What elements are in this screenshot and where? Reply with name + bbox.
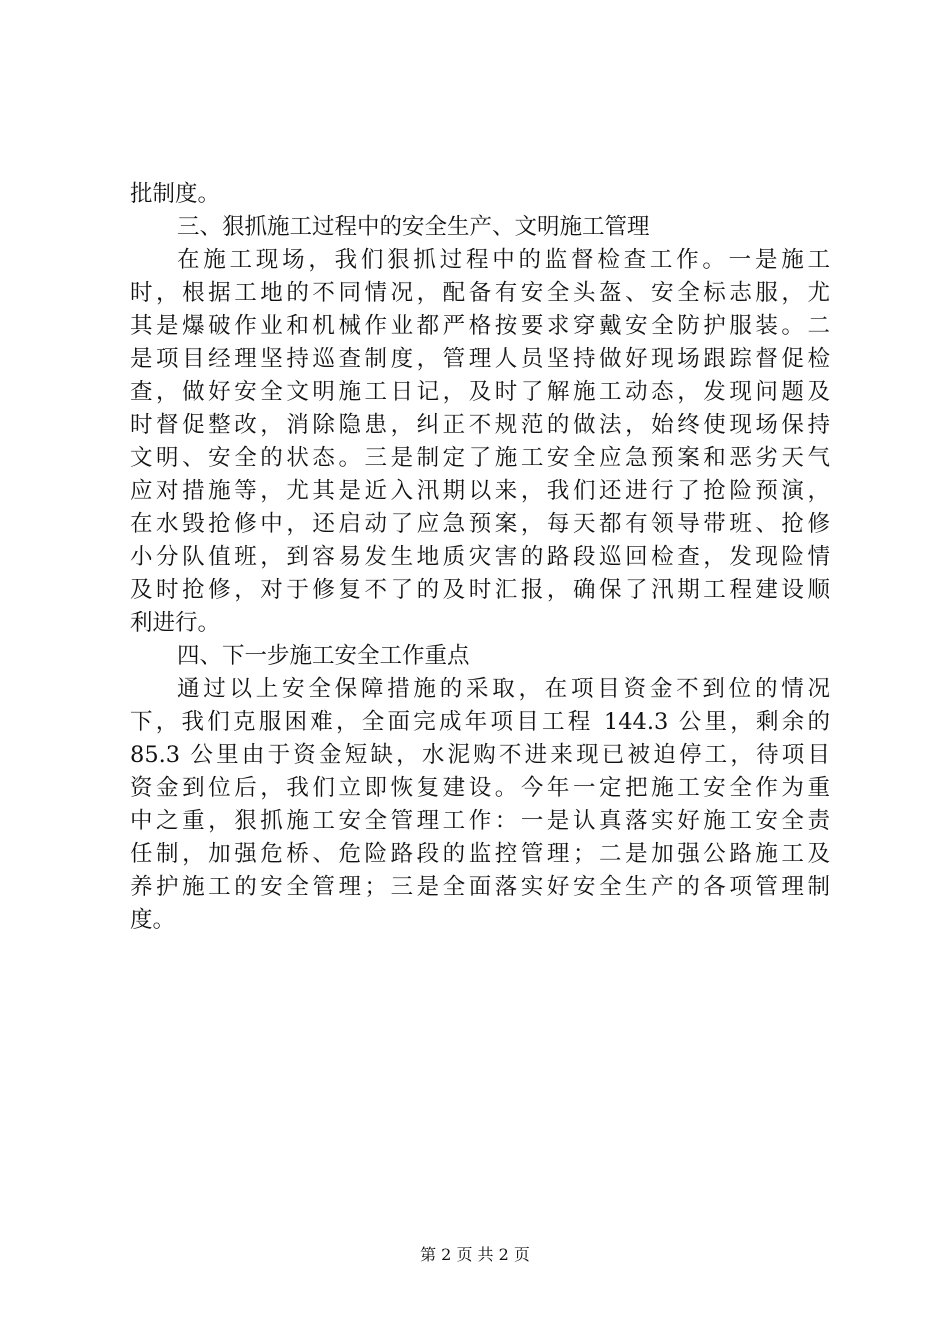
paragraph-line: 度。: [130, 907, 176, 933]
paragraph-line: 任制，加强危桥、危险路段的监控管理；二是加强公路施工及: [130, 841, 830, 867]
paragraph-line: 养护施工的安全管理；三是全面落实好安全生产的各项管理制: [130, 874, 830, 900]
paragraph-line: 应对措施等，尤其是近入汛期以来，我们还进行了抢险预演，: [130, 478, 830, 504]
paragraph-line: 小分队值班，到容易发生地质灾害的路段巡回检查，发现险情: [130, 544, 830, 570]
paragraph-line: 批制度。: [130, 181, 221, 207]
paragraph-line: 下，我们克服困难，全面完成年项目工程 144.3 公里，剩余的: [130, 709, 830, 735]
section-heading-4: 四、下一步施工安全工作重点: [177, 643, 470, 669]
paragraph-line: 及时抢修，对于修复不了的及时汇报，确保了汛期工程建设顺: [130, 577, 830, 603]
paragraph-line: 时督促整改，消除隐患，纠正不规范的做法，始终使现场保持: [130, 412, 830, 438]
paragraph-line: 资金到位后，我们立即恢复建设。今年一定把施工安全作为重: [130, 775, 830, 801]
paragraph-line: 85.3 公里由于资金短缺，水泥购不进来现已被迫停工，待项目: [130, 742, 830, 768]
paragraph-line: 利进行。: [130, 610, 221, 636]
page-number-footer: 第 2 页 共 2 页: [420, 1245, 530, 1264]
paragraph-line: 时，根据工地的不同情况，配备有安全头盔、安全标志服，尤: [130, 280, 830, 306]
paragraph-line: 在施工现场，我们狠抓过程中的监督检查工作。一是施工: [177, 247, 830, 273]
paragraph-line: 在水毁抢修中，还启动了应急预案，每天都有领导带班、抢修: [130, 511, 830, 537]
paragraph-line: 是项目经理坚持巡查制度，管理人员坚持做好现场跟踪督促检: [130, 346, 830, 372]
section-heading-3: 三、狠抓施工过程中的安全生产、文明施工管理: [177, 214, 650, 240]
paragraph-line: 通过以上安全保障措施的采取，在项目资金不到位的情况: [177, 676, 830, 702]
paragraph-line: 查，做好安全文明施工日记，及时了解施工动态，发现问题及: [130, 379, 830, 405]
paragraph-line: 其是爆破作业和机械作业都严格按要求穿戴安全防护服装。二: [130, 313, 830, 339]
paragraph-line: 文明、安全的状态。三是制定了施工安全应急预案和恶劣天气: [130, 445, 830, 471]
paragraph-line: 中之重，狠抓施工安全管理工作：一是认真落实好施工安全责: [130, 808, 830, 834]
